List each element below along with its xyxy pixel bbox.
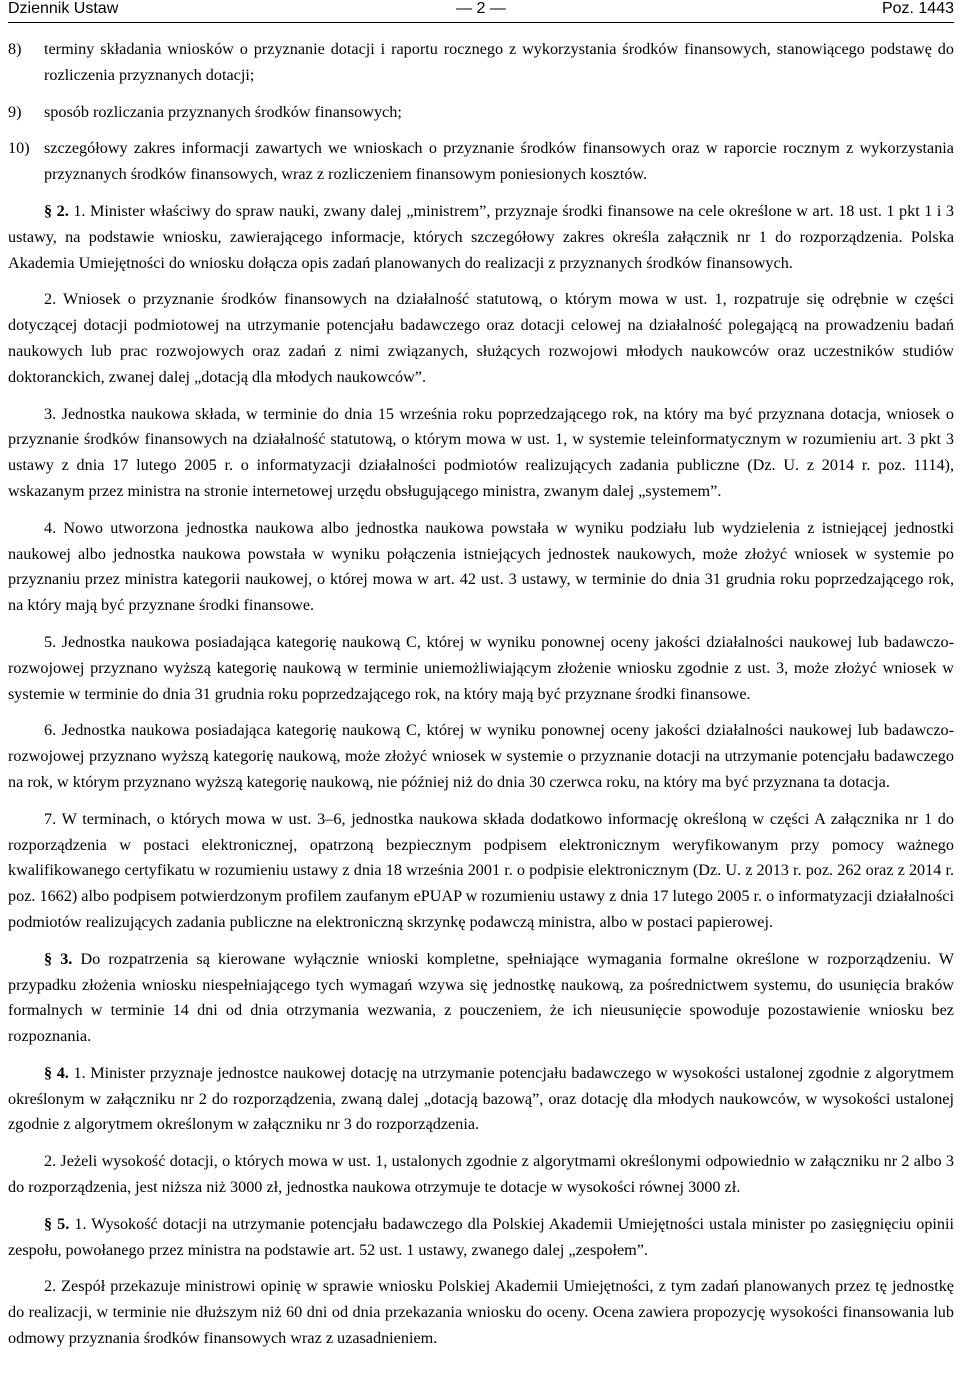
list-item-text: szczegółowy zakres informacji zawartych we wnioskach o przyznanie środków finansowych oraz w raporcie rocznym z wykorzystania przyznanych środków finansowych, wraz z rozliczeniem finansowym poniesionych kosztów. bbox=[44, 139, 954, 184]
list-item-number: 9) bbox=[8, 102, 22, 121]
section-2-paragraph-3 bbox=[8, 402, 954, 505]
page-number: — 2 — bbox=[456, 0, 506, 17]
paragraph-text: 1. Minister przyznaje jednostce naukowej dotację na utrzymanie potencjału badawczego w wysokości ustalonej zgodnie z algorytmem określonym w załączniku nr 2 do rozporządzenia, zwaną dalej „dotacją bazową”, oraz dotację dla młodych naukowców, w wysokości ustalonej zgodnie z algorytmem określonym w załączniku nr 3 do rozporządzenia. bbox=[8, 1063, 955, 1134]
paragraph-text: Do rozpatrzenia są kierowane wyłącznie wnioski kompletne, spełniające wymagania formalne określone w rozporządzeniu. W przypadku złożenia wniosku niespełniającego tych wymagań wzywa się jednostkę naukową, za pośrednictwem systemu, do usunięcia braków formalnych w terminie 14 dni od dnia otrzymania wezwania, z pouczeniem, że ich nieusunięcie spowoduje pozostawienie wniosku bez rozpoznania. bbox=[8, 949, 955, 1046]
paragraph-text: 1. Wysokość dotacji na utrzymanie potencjału badawczego dla Polskiej Akademii Umiejętności ustala minister po zasięgnięciu opinii zespołu, powołanego przez ministra na podstawie art. 52 ust. 1 ustawy, zwanego dalej „zespołem”. bbox=[8, 1214, 955, 1259]
section-2-paragraph-2 bbox=[8, 287, 954, 390]
page-header bbox=[8, 0, 954, 23]
paragraph-text: 2. Zespół przekazuje ministrowi opinię w sprawie wniosku Polskiej Akademii Umiejętności, z tym zadań planowanych przez tę jednostkę do realizacji, w terminie nie dłuższym niż 60 dni od dnia przekazania wniosku do oceny. Ocena zawiera propozycję wysokości finansowania lub odmowy przyznania środków finansowych wraz z uzasadnieniem. bbox=[8, 1277, 954, 1348]
paragraph-text: 5. Jednostka naukowa posiadająca kategorię naukową C, której w wyniku ponownej oceny jakości działalności naukowej lub badawczo-rozwojowej przyznano wyższą kategorię naukową w terminie uniemożliwiającym złożenie wniosku zgodnie z ust. 3, może złożyć wniosek w systemie w terminie do dnia 31 grudnia roku poprzedzającego rok, na który mają być przyznane środki finansowe. bbox=[8, 632, 954, 703]
section-2-paragraph-6 bbox=[8, 718, 954, 795]
section-mark: § 5. bbox=[44, 1214, 70, 1233]
position-number: Poz. 1443 bbox=[881, 0, 954, 17]
section-4-paragraph-2 bbox=[8, 1149, 954, 1201]
section-mark: § 4. bbox=[44, 1063, 69, 1082]
section-2-paragraph-7 bbox=[8, 807, 954, 936]
section-4-paragraph-1 bbox=[8, 1061, 954, 1138]
list-item bbox=[8, 136, 954, 188]
list-item-number: 10) bbox=[8, 139, 30, 158]
section-mark: § 2. bbox=[44, 201, 69, 220]
list-item bbox=[8, 100, 954, 126]
paragraph-text: 2. Jeżeli wysokość dotacji, o których mowa w ust. 1, ustalonych zgodnie z algorytmami określonymi odpowiednio w załączniku nr 2 albo 3 do rozporządzenia, jest niższa niż 3000 zł, jednostka naukowa otrzymuje te dotacje w wysokości równej 3000 zł. bbox=[8, 1152, 954, 1197]
paragraph-text: 6. Jednostka naukowa posiadająca kategorię naukową C, której w wyniku ponownej oceny jakości działalności naukowej lub badawczo-rozwojowej przyznano wyższą kategorię naukową, może złożyć wniosek w systemie o przyznanie dotacji na utrzymanie potencjału badawczego na rok, w którym przyznano wyższą kategorię naukową, nie później niż do dnia 30 czerwca roku, na który ma być przyznana ta dotacja. bbox=[8, 721, 954, 791]
paragraph-text: 7. W terminach, o których mowa w ust. 3–6, jednostka naukowa składa dodatkowo informację określoną w części A załącznika nr 1 do rozporządzenia w postaci elektronicznej, opatrzoną bezpiecznym podpisem elektronicznym weryfikowanym przy pomocy ważnego kwalifikowanego certyfikatu w rozumieniu ustawy z dnia 18 września 2001 r. o podpisie elektronicznym (Dz. U. z 2013 r. poz. 262 oraz z 2014 r. poz. 1662) albo podpisem potwierdzonym profilem zaufanym ePUAP w rozumieniu ustawy z dnia 17 lutego 2005 r. o informatyzacji działalności podmiotów realizujących zadania publiczne na elektroniczną skrzynkę podawczą ministra, albo w postaci papierowej. bbox=[8, 809, 954, 931]
journal-title: Dziennik Ustaw bbox=[8, 0, 119, 17]
section-3-paragraph bbox=[8, 947, 954, 1050]
list-item-number: 8) bbox=[8, 40, 22, 58]
section-mark: § 3. bbox=[44, 949, 73, 968]
section-5-paragraph-1 bbox=[8, 1212, 954, 1264]
section-2-paragraph-1 bbox=[8, 199, 954, 276]
list-item bbox=[8, 37, 954, 89]
section-2-paragraph-5 bbox=[8, 630, 954, 707]
paragraph-text: 1. Minister właściwy do spraw nauki, zwany dalej „ministrem”, przyznaje środki finansowe na cele określone w art. 18 ust. 1 pkt 1 i 3 ustawy, na podstawie wniosku, zawierającego informacje, których szczegółowy zakres określa załącznik nr 1 do rozporządzenia. Polska Akademia Umiejętności do wniosku dołącza opis zadań planowanych do realizacji z przyznanych środków finansowych. bbox=[8, 201, 955, 272]
list-item-text: terminy składania wniosków o przyznanie dotacji i raportu rocznego z wykorzystania środków finansowych, stanowiącego podstawę do rozliczenia przyznanych dotacji; bbox=[44, 40, 954, 84]
paragraph-text: 2. Wniosek o przyznanie środków finansowych na działalność statutową, o którym mowa w ust. 1, rozpatruje się odrębnie w części dotyczącej dotacji podmiotowej na utrzymanie potencjału badawczego oraz dotacji celowej na działalność polegającą na prowadzeniu badań naukowych lub prac rozwojowych oraz zadań z nimi związanych, służących rozwojowi młodych naukowców oraz uczestników studiów doktoranckich, zwanej dalej „dotacją dla młodych naukowców”. bbox=[8, 290, 954, 386]
paragraph-text: 3. Jednostka naukowa składa, w terminie do dnia 15 września roku poprzedzającego rok, na który ma być przyznana dotacja, wniosek o przyznanie środków finansowych na działalność statutową, o którym mowa w ust. 1, w systemie teleinformatycznym w rozumieniu art. 3 pkt 3 ustawy z dnia 17 lutego 2005 r. o informatyzacji działalności podmiotów realizujących zadania publiczne (Dz. U. z 2014 r. poz. 1114), wskazanym przez ministra na stronie internetowej urzędu obsługującego ministra, zwanym dalej „systemem”. bbox=[8, 404, 954, 500]
paragraph-text: 4. Nowo utworzona jednostka naukowa albo jednostka naukowa powstała w wyniku podziału lub wydzielenia z istniejącej jednostki naukowej albo jednostka naukowa powstała w wyniku połączenia istniejących jednostek naukowych, może złożyć wniosek w systemie po przyznaniu przez ministra kategorii naukowej, o której mowa w art. 42 ust. 3 ustawy, w terminie do dnia 31 grudnia roku poprzedzającego rok, na który mają być przyznane środki finansowe. bbox=[8, 518, 954, 615]
section-5-paragraph-2 bbox=[8, 1274, 954, 1351]
section-2-paragraph-4 bbox=[8, 516, 954, 619]
list-item-text: sposób rozliczania przyznanych środków finansowych; bbox=[44, 102, 402, 121]
document-page bbox=[8, 0, 954, 1363]
